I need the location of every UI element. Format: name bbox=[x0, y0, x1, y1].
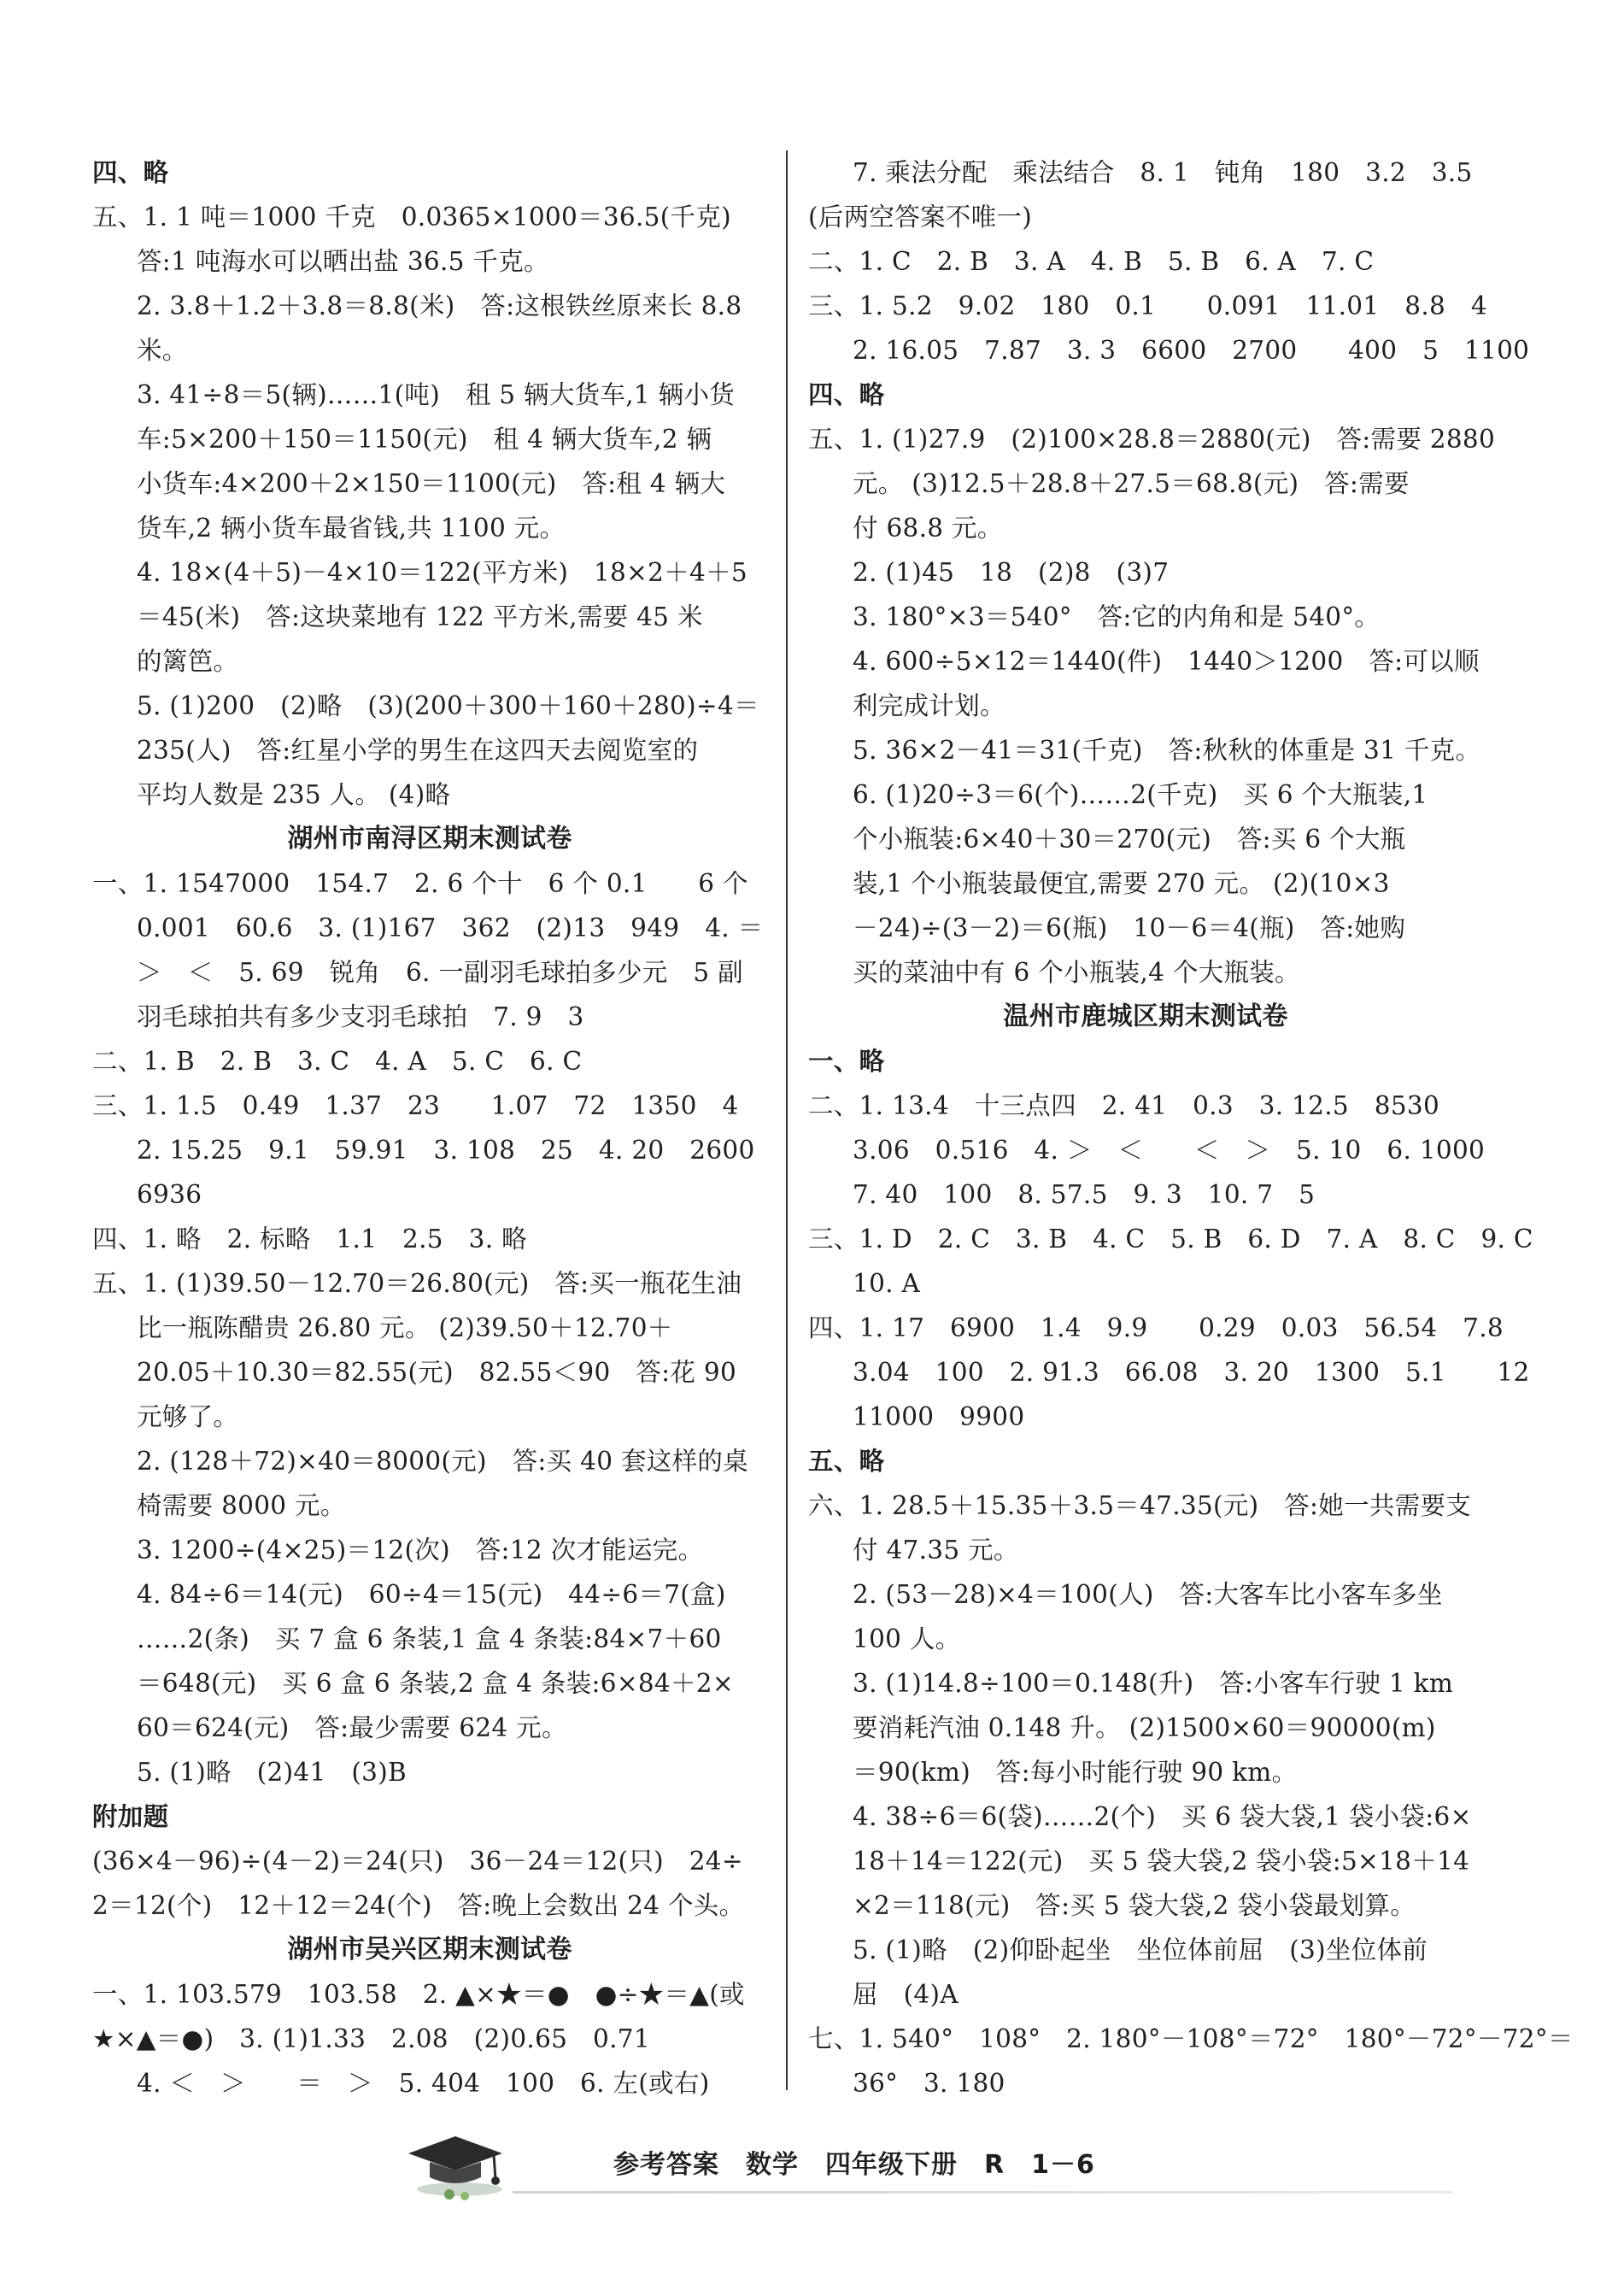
answer-line: 4. 600÷5×12＝1440(件) 1440＞1200 答:可以顺 bbox=[853, 647, 1480, 676]
answer-line: 6936 bbox=[137, 1180, 202, 1209]
answer-line: 四、1. 17 6900 1.4 9.9 0.29 0.03 56.54 7.8 bbox=[808, 1313, 1504, 1342]
answer-line: ＝45(米) 答:这块菜地有 122 平方米,需要 45 米 bbox=[137, 602, 703, 631]
answer-line: 一、略 bbox=[808, 1047, 885, 1076]
answer-line: ×2＝118(元) 答:买 5 袋大袋,2 袋小袋最划算。 bbox=[853, 1891, 1416, 1920]
answer-line: 10. A bbox=[853, 1269, 921, 1298]
answer-line: 附加题 bbox=[92, 1802, 169, 1831]
section-title: 湖州市吴兴区期末测试卷 bbox=[287, 1935, 572, 1965]
answer-line: 羽毛球拍共有多少支羽毛球拍 7. 9 3 bbox=[137, 1002, 584, 1031]
answer-line: ★×▲＝●) 3. (1)1.33 2.08 (2)0.65 0.71 bbox=[92, 2024, 650, 2053]
answer-line: ……2(条) 买 7 盒 6 条装,1 盒 4 条装:84×7＋60 bbox=[137, 1624, 722, 1653]
footer-text: 参考答案 数学 四年级下册 R 1－6 bbox=[613, 2150, 1095, 2180]
answer-line: 五、略 bbox=[808, 1447, 885, 1476]
answer-line: 付 68.8 元。 bbox=[853, 514, 1003, 543]
answer-line: 7. 40 100 8. 57.5 9. 3 10. 7 5 bbox=[853, 1180, 1316, 1209]
answer-line: 4. 38÷6＝6(袋)……2(个) 买 6 袋大袋,1 袋小袋:6× bbox=[853, 1802, 1472, 1831]
answer-line: 2. (128＋72)×40＝8000(元) 答:买 40 套这样的桌 bbox=[137, 1447, 748, 1476]
answer-line: 装,1 个小瓶装最便宜,需要 270 元。 (2)(10×3 bbox=[853, 869, 1390, 898]
answer-line: 元够了。 bbox=[137, 1402, 239, 1431]
answer-line: 36° 3. 180 bbox=[853, 2069, 1005, 2098]
graduation-cap-icon bbox=[400, 2119, 511, 2205]
answer-line: 四、1. 略 2. 标略 1.1 2.5 3. 略 bbox=[92, 1225, 527, 1254]
answer-line: 二、1. B 2. B 3. C 4. A 5. C 6. C bbox=[92, 1047, 583, 1076]
section-title: 湖州市南浔区期末测试卷 bbox=[287, 824, 572, 854]
answer-line: 一、1. 1547000 154.7 2. 6 个十 6 个 0.1 6 个 bbox=[92, 869, 748, 898]
answer-line: ＝648(元) 买 6 盒 6 条装,2 盒 4 条装:6×84＋2× bbox=[137, 1669, 734, 1698]
answer-line: 2. 16.05 7.87 3. 3 6600 2700 400 5 1100 bbox=[853, 336, 1530, 365]
answer-line: 2. (1)45 18 (2)8 (3)7 bbox=[853, 558, 1170, 587]
answer-line: 20.05＋10.30＝82.55(元) 82.55＜90 答:花 90 bbox=[137, 1358, 737, 1387]
answer-line: 2. 3.8＋1.2＋3.8＝8.8(米) 答:这根铁丝原来长 8.8 bbox=[137, 291, 742, 320]
answer-line: 一、1. 103.579 103.58 2. ▲×★＝● ●÷★＝▲(或 bbox=[92, 1980, 745, 2009]
answer-line: 2. (53－28)×4＝100(人) 答:大客车比小客车多坐 bbox=[853, 1580, 1443, 1609]
answer-line: 米。 bbox=[137, 336, 188, 365]
answer-line: ＝90(km) 答:每小时能行驶 90 km。 bbox=[853, 1758, 1298, 1787]
answer-line: 四、略 bbox=[92, 158, 169, 187]
answer-line: 三、1. 1.5 0.49 1.37 23 1.07 72 1350 4 bbox=[92, 1091, 739, 1120]
page-footer bbox=[0, 2119, 1624, 2213]
answer-line: 3.04 100 2. 91.3 66.08 3. 20 1300 5.1 12 bbox=[853, 1358, 1530, 1387]
answer-line: 5. 36×2－41＝31(千克) 答:秋秋的体重是 31 千克。 bbox=[853, 736, 1481, 765]
answer-line: 0.001 60.6 3. (1)167 362 (2)13 949 4. ＝ bbox=[137, 913, 764, 943]
answer-line: 答:1 吨海水可以晒出盐 36.5 千克。 bbox=[137, 247, 549, 276]
answer-line: 付 47.35 元。 bbox=[853, 1536, 1019, 1565]
answer-line: ＞ ＜ 5. 69 锐角 6. 一副羽毛球拍多少元 5 副 bbox=[137, 958, 743, 987]
column-divider bbox=[786, 150, 788, 2090]
answer-line: 货车,2 辆小货车最省钱,共 1100 元。 bbox=[137, 514, 566, 543]
answer-line: 小货车:4×200＋2×150＝1100(元) 答:租 4 辆大 bbox=[137, 469, 726, 498]
answer-line: 元。 (3)12.5＋28.8＋27.5＝68.8(元) 答:需要 bbox=[853, 469, 1410, 498]
answer-line: 5. (1)略 (2)41 (3)B bbox=[137, 1758, 407, 1787]
answer-line: 235(人) 答:红星小学的男生在这四天去阅览室的 bbox=[137, 736, 699, 765]
answer-line: 要消耗汽油 0.148 升。 (2)1500×60＝90000(m) bbox=[853, 1713, 1436, 1742]
answer-line: 3. 41÷8＝5(辆)……1(吨) 租 5 辆大货车,1 辆小货 bbox=[137, 380, 736, 409]
answer-line: 6. (1)20÷3＝6(个)……2(千克) 买 6 个大瓶装,1 bbox=[853, 780, 1428, 809]
answer-line: 5. (1)略 (2)仰卧起坐 坐位体前屈 (3)坐位体前 bbox=[853, 1935, 1428, 1965]
answer-line: 七、1. 540° 108° 2. 180°－108°＝72° 180°－72°－72°＝ bbox=[808, 2024, 1574, 2053]
answer-line: 五、1. (1)27.9 (2)100×28.8＝2880(元) 答:需要 2880 bbox=[808, 425, 1496, 454]
answer-line: 4. 84÷6＝14(元) 60÷4＝15(元) 44÷6＝7(盒) bbox=[137, 1580, 726, 1609]
answer-line: 平均人数是 235 人。 (4)略 bbox=[137, 780, 451, 809]
answer-line: 四、略 bbox=[808, 380, 885, 409]
answer-line: 4. ＜ ＞ ＝ ＞ 5. 404 100 6. 左(或右) bbox=[137, 2069, 710, 2098]
answer-line: 3. 1200÷(4×25)＝12(次) 答:12 次才能运完。 bbox=[137, 1536, 704, 1565]
answer-line: －24)÷(3－2)＝6(瓶) 10－6＝4(瓶) 答:她购 bbox=[853, 913, 1406, 943]
answer-line: (后两空答案不唯一) bbox=[808, 203, 1033, 232]
answer-line: 三、1. 5.2 9.02 180 0.1 0.091 11.01 8.8 4 bbox=[808, 291, 1487, 320]
answer-line: 3.06 0.516 4. ＞ ＜ ＜ ＞ 5. 10 6. 1000 bbox=[853, 1136, 1486, 1165]
answer-line: 屈 (4)A bbox=[853, 1980, 959, 2009]
answer-line: 60＝624(元) 答:最少需要 624 元。 bbox=[137, 1713, 567, 1742]
answer-line: 买的菜油中有 6 个小瓶装,4 个大瓶装。 bbox=[853, 958, 1300, 987]
answer-line: 五、1. (1)39.50－12.70＝26.80(元) 答:买一瓶花生油 bbox=[92, 1269, 742, 1298]
answer-line: 车:5×200＋150＝1150(元) 租 4 辆大货车,2 辆 bbox=[137, 425, 712, 454]
answer-line: 六、1. 28.5＋15.35＋3.5＝47.35(元) 答:她一共需要支 bbox=[808, 1491, 1472, 1520]
answer-line: 三、1. D 2. C 3. B 4. C 5. B 6. D 7. A 8. C 9. C bbox=[808, 1225, 1533, 1254]
section-title: 温州市鹿城区期末测试卷 bbox=[1003, 1001, 1288, 1031]
left-column bbox=[92, 150, 767, 2106]
answer-line: 五、1. 1 吨＝1000 千克 0.0365×1000＝36.5(千克) bbox=[92, 203, 731, 232]
answer-line: 4. 18×(4＋5)－4×10＝122(平方米) 18×2＋4＋5 bbox=[137, 558, 748, 587]
footer-rule bbox=[513, 2191, 1452, 2194]
answer-line: 利完成计划。 bbox=[853, 691, 1005, 720]
answer-line: 11000 9900 bbox=[853, 1402, 1025, 1431]
answer-line: 二、1. C 2. B 3. A 4. B 5. B 6. A 7. C bbox=[808, 247, 1375, 276]
answer-line: 椅需要 8000 元。 bbox=[137, 1491, 346, 1520]
answer-line: 3. (1)14.8÷100＝0.148(升) 答:小客车行驶 1 km bbox=[853, 1669, 1454, 1698]
answer-line: 2. 15.25 9.1 59.91 3. 108 25 4. 20 2600 bbox=[137, 1136, 755, 1165]
answer-line: 个小瓶装:6×40＋30＝270(元) 答:买 6 个大瓶 bbox=[853, 825, 1406, 854]
answer-line: 3. 180°×3＝540° 答:它的内角和是 540°。 bbox=[853, 602, 1381, 631]
answer-line: 5. (1)200 (2)略 (3)(200＋300＋160＋280)÷4＝ bbox=[137, 691, 759, 720]
answer-line: 的篱笆。 bbox=[137, 647, 239, 676]
answer-line: 100 人。 bbox=[853, 1624, 961, 1653]
answer-line: 2＝12(个) 12＋12＝24(个) 答:晚上会数出 24 个头。 bbox=[92, 1891, 745, 1920]
answer-line: 比一瓶陈醋贵 26.80 元。 (2)39.50＋12.70＋ bbox=[137, 1313, 673, 1342]
answer-line: 二、1. 13.4 十三点四 2. 41 0.3 3. 12.5 8530 bbox=[808, 1091, 1440, 1120]
answer-line: 7. 乘法分配 乘法结合 8. 1 钝角 180 3.2 3.5 bbox=[853, 158, 1473, 187]
answer-line: 18＋14＝122(元) 买 5 袋大袋,2 袋小袋:5×18＋14 bbox=[853, 1847, 1470, 1876]
answer-line: (36×4－96)÷(4－2)＝24(只) 36－24＝12(只) 24÷ bbox=[92, 1847, 743, 1876]
right-column bbox=[808, 150, 1574, 2106]
